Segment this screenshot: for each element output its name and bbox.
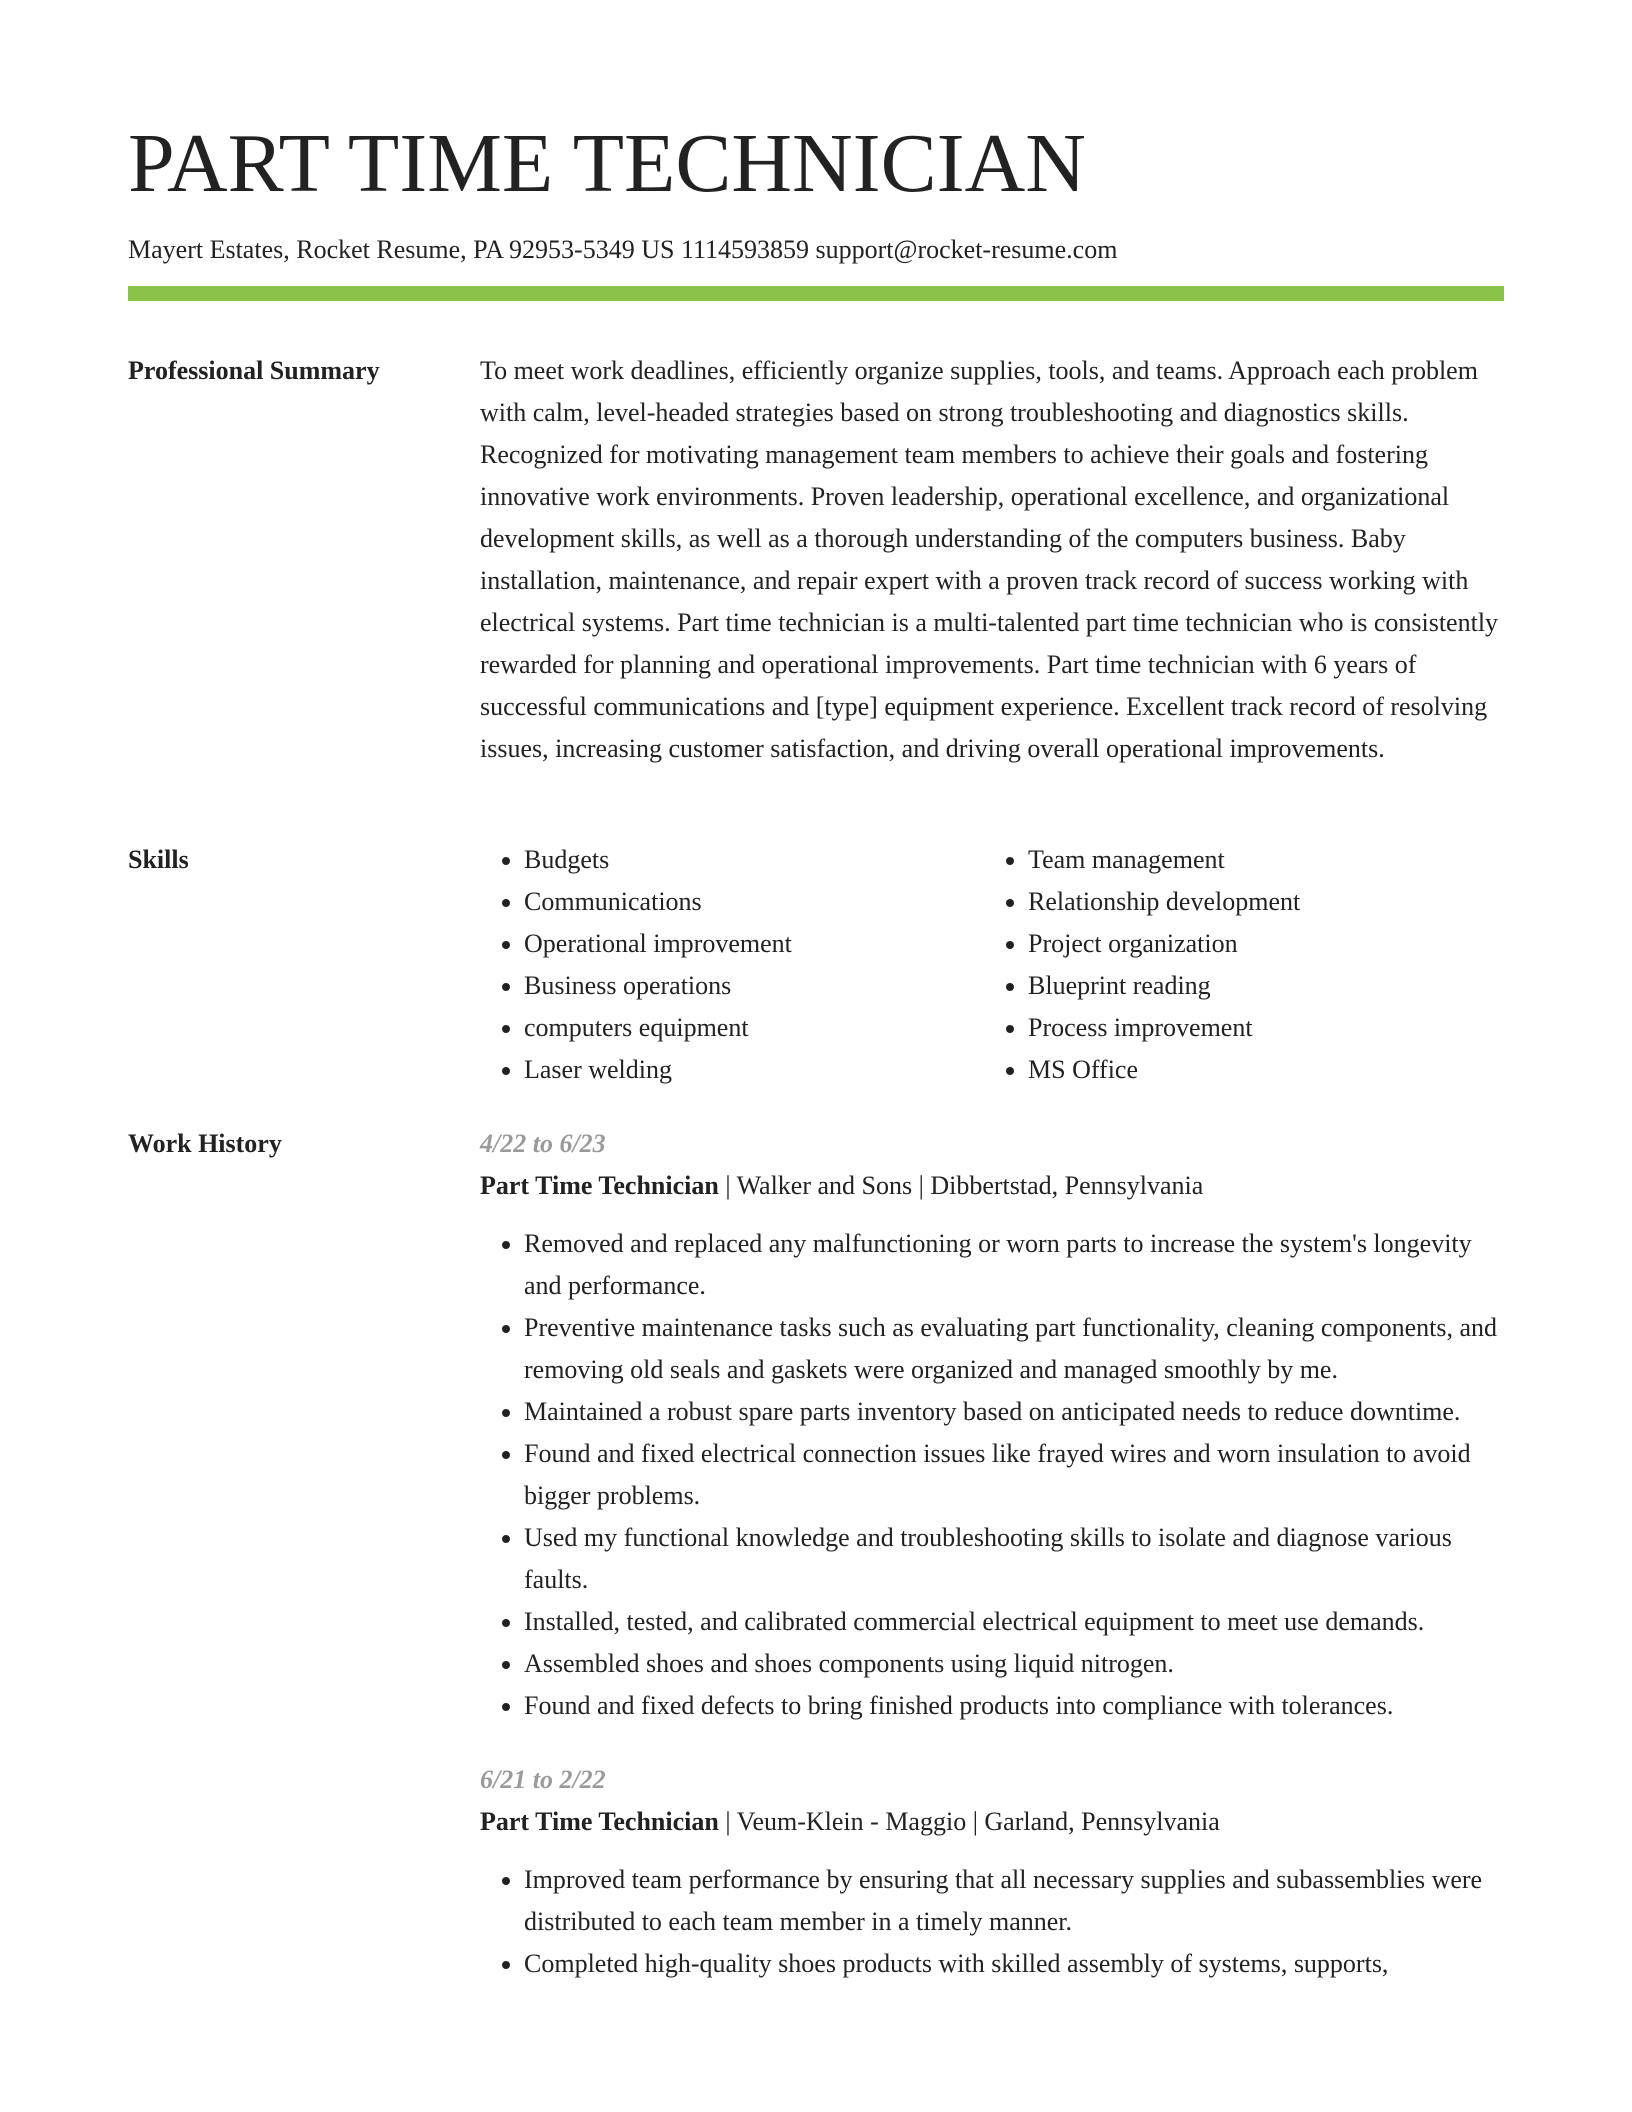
- job-duties: [480, 1223, 1504, 1727]
- job-dates: 4/22 to 6/23: [480, 1129, 606, 1158]
- skill-item: • Team management: [1028, 839, 1488, 881]
- duty-item: • Found and fixed electrical connection issues like frayed wires and worn insulation to avoid bigger problems.: [524, 1433, 1504, 1517]
- skills-list-left: [480, 839, 984, 1091]
- duty-item: • Removed and replaced any malfunctioning or worn parts to increase the system's longevity and performance.: [524, 1223, 1504, 1307]
- resume-name: PART TIME TECHNICIAN: [128, 117, 1086, 210]
- duty-item: • Used my functional knowledge and troubleshooting skills to isolate and diagnose various faults.: [524, 1517, 1504, 1601]
- job-title-line: [480, 1165, 1504, 1207]
- skill-item: • Budgets: [524, 839, 984, 881]
- summary-heading: Professional Summary: [128, 356, 380, 385]
- summary-body: [480, 350, 1504, 770]
- skill-item: • MS Office: [1028, 1049, 1488, 1091]
- job-title: Part Time Technician: [480, 1171, 719, 1200]
- skill-item: • Laser welding: [524, 1049, 984, 1091]
- duty-item: • Maintained a robust spare parts inventory based on anticipated needs to reduce downtime.: [524, 1391, 1504, 1433]
- summary-text: To meet work deadlines, efficiently organize supplies, tools, and teams. Approach each problem with calm, level-headed strategies based on strong troubleshooting and diagnostics skills. Recognized for motivating management team members to achieve their goals and fostering innovative work environments. Proven leadership, operational excellence, and organizational development skills, as well as a thorough understanding of the computers business. Baby installation, maintenance, and repair expert with a proven track record of success working with electrical systems. Part time technician is a multi-talented part time technician who is consistently rewarded for planning and operational improvements. Part time technician with 6 years of successful communications and [type] equipment experience. Excellent track record of resolving issues, increasing customer satisfaction, and driving overall operational improvements.: [480, 356, 1499, 763]
- duty-item: • Preventive maintenance tasks such as evaluating part functionality, cleaning components, and removing old seals and gaskets were organized and managed smoothly by me.: [524, 1307, 1504, 1391]
- duty-item: • Improved team performance by ensuring that all necessary supplies and subassemblies were distributed to each team member in a timely manner.: [524, 1859, 1504, 1943]
- job-entry: [480, 1123, 1504, 1727]
- work-history-heading: Work History: [128, 1129, 282, 1158]
- skills-columns: [480, 839, 1504, 1091]
- duty-item: • Installed, tested, and calibrated commercial electrical equipment to meet use demands.: [524, 1601, 1504, 1643]
- job-title: Part Time Technician: [480, 1807, 719, 1836]
- job-duties: [480, 1859, 1504, 1985]
- skills-body: [480, 839, 1504, 1091]
- skills-heading: Skills: [128, 845, 189, 874]
- contact-info: Mayert Estates, Rocket Resume, PA 92953-5349 US 1114593859 support@rocket-resume.com: [128, 235, 1118, 264]
- skill-item: • Process improvement: [1028, 1007, 1488, 1049]
- skill-item: • Blueprint reading: [1028, 965, 1488, 1007]
- skills-list-right: [984, 839, 1488, 1091]
- job-employer-location: | Walker and Sons | Dibbertstad, Pennsylvania: [718, 1171, 1204, 1200]
- duty-item: • Assembled shoes and shoes components using liquid nitrogen.: [524, 1643, 1504, 1685]
- duty-item: • Completed high-quality shoes products with skilled assembly of systems, supports,: [524, 1943, 1504, 1985]
- skill-item: • Project organization: [1028, 923, 1488, 965]
- skill-item: • Relationship development: [1028, 881, 1488, 923]
- duty-item: • Found and fixed defects to bring finished products into compliance with tolerances.: [524, 1685, 1504, 1727]
- job-dates: 6/21 to 2/22: [480, 1765, 606, 1794]
- skill-item: • Operational improvement: [524, 923, 984, 965]
- work-history-body: [480, 1123, 1504, 2013]
- skill-item: • Communications: [524, 881, 984, 923]
- skill-item: • Business operations: [524, 965, 984, 1007]
- skill-item: • computers equipment: [524, 1007, 984, 1049]
- job-employer-location: | Veum-Klein - Maggio | Garland, Pennsylvania: [718, 1807, 1220, 1836]
- accent-divider: [128, 286, 1504, 301]
- job-entry: [480, 1759, 1504, 1985]
- job-title-line: [480, 1801, 1504, 1843]
